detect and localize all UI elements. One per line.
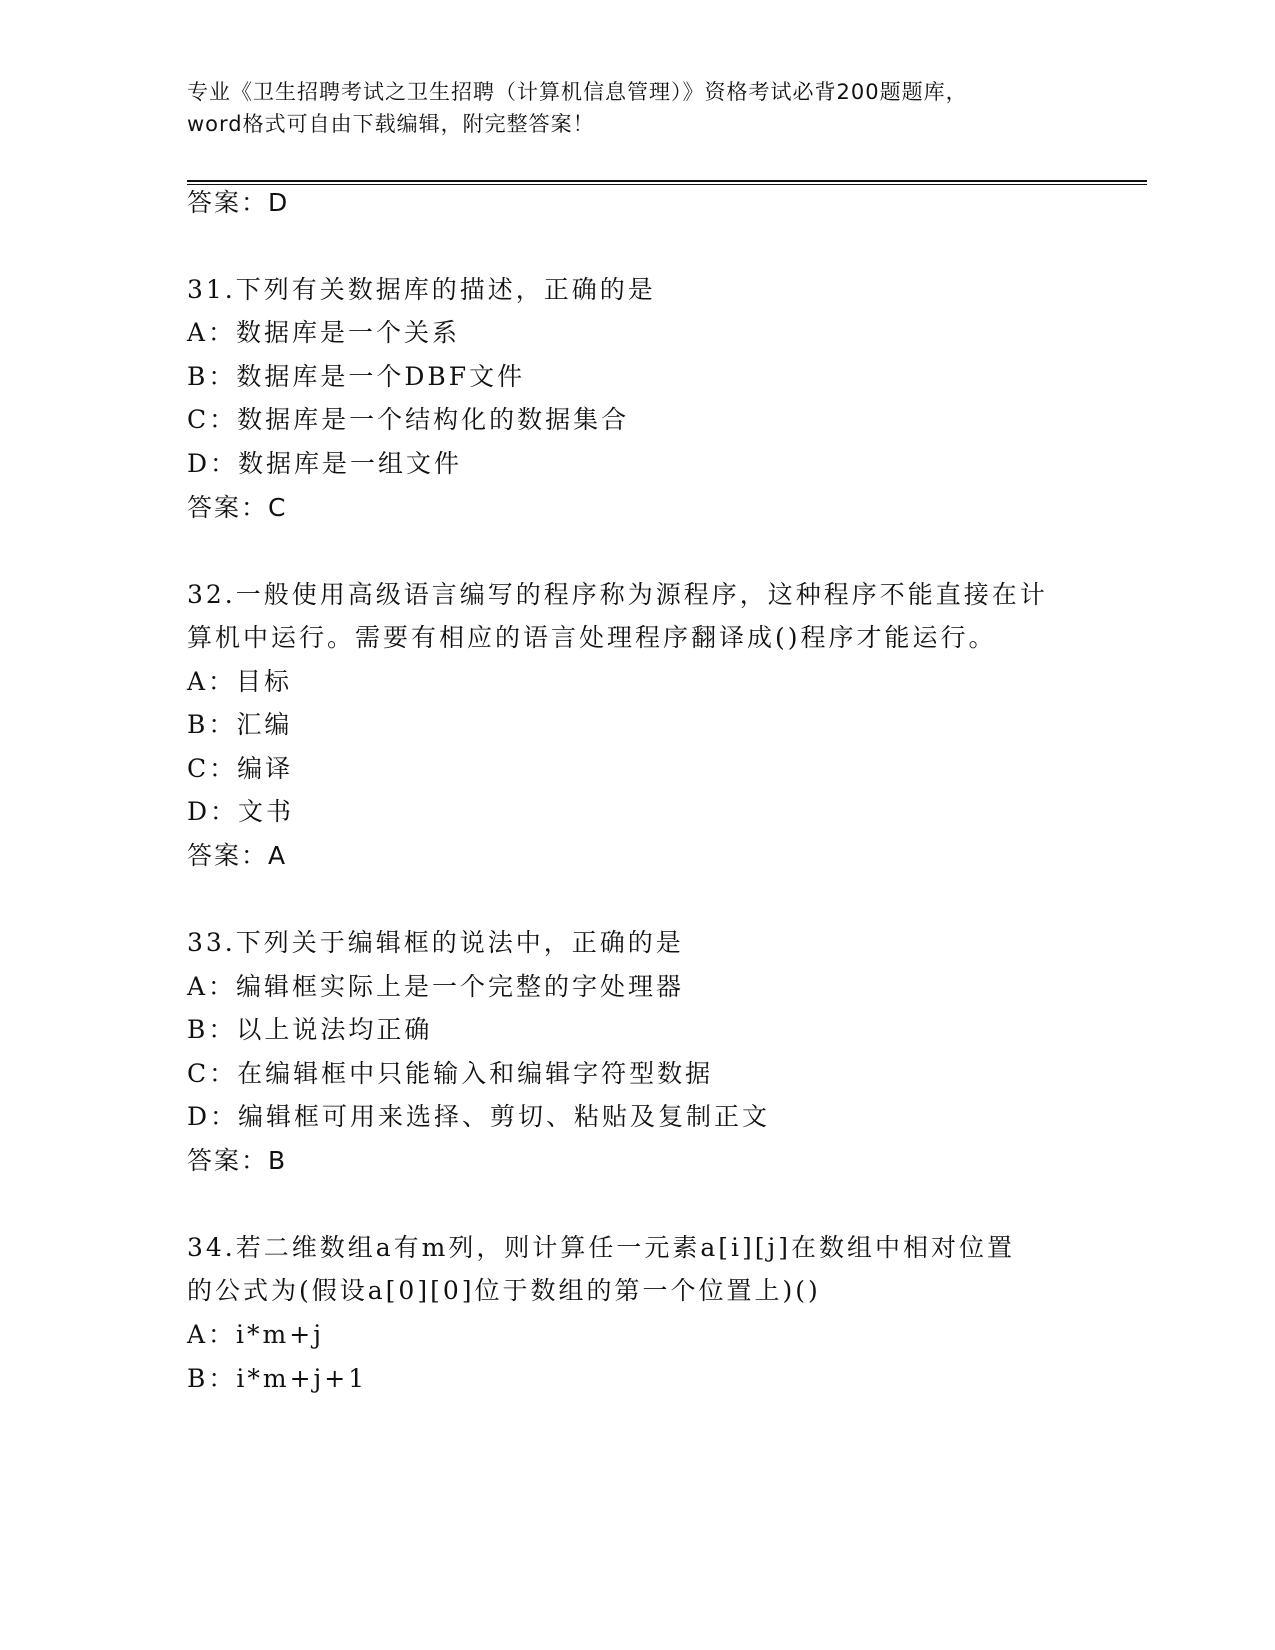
question-33-option-c: C：在编辑框中只能输入和编辑字符型数据 (187, 1059, 714, 1088)
question-31-option-a: A：数据库是一个关系 (187, 318, 461, 347)
question-31-stem: 31.下列有关数据库的描述，正确的是 (187, 275, 656, 304)
header-rule (187, 180, 1147, 182)
header-line-2: word格式可自由下载编辑，附完整答案！ (187, 112, 595, 136)
previous-answer: 答案：D (187, 188, 290, 217)
document-header (187, 76, 1087, 140)
question-31-option-b: B：数据库是一个DBF文件 (187, 362, 526, 391)
question-33-option-a: A：编辑框实际上是一个完整的字处理器 (187, 972, 685, 1001)
header-rule-thin (187, 184, 1147, 185)
question-31-option-d: D：数据库是一组文件 (187, 449, 463, 478)
question-33-answer: 答案：B (187, 1146, 288, 1175)
question-33-option-d: D：编辑框可用来选择、剪切、粘贴及复制正文 (187, 1102, 771, 1131)
question-32-answer: 答案：A (187, 841, 288, 870)
question-32-stem-line-2: 算机中运行。需要有相应的语言处理程序翻译成()程序才能运行。 (187, 623, 997, 652)
question-31-answer: 答案：C (187, 493, 288, 522)
question-32-option-b: B：汇编 (187, 710, 293, 739)
question-34-option-b: B：i*m+j+1 (187, 1364, 368, 1393)
question-32-stem-line-1: 32.一般使用高级语言编写的程序称为源程序，这种程序不能直接在计 (187, 580, 1048, 609)
question-33-stem: 33.下列关于编辑框的说法中，正确的是 (187, 928, 684, 957)
question-32-option-a: A：目标 (187, 667, 293, 696)
question-34-stem-line-2: 的公式为(假设a[0][0]位于数组的第一个位置上)() (187, 1276, 821, 1305)
question-32-option-d: D：文书 (187, 797, 295, 826)
question-32-option-c: C：编译 (187, 754, 294, 783)
question-34-option-a: A：i*m+j (187, 1320, 324, 1349)
question-34-stem-line-1: 34.若二维数组a有m列，则计算任一元素a[i][j]在数组中相对位置 (187, 1233, 1016, 1262)
question-33-option-b: B：以上说法均正确 (187, 1015, 433, 1044)
header-line-1: 专业《卫生招聘考试之卫生招聘（计算机信息管理）》资格考试必背200题题库， (187, 80, 968, 104)
question-31-option-c: C：数据库是一个结构化的数据集合 (187, 405, 630, 434)
